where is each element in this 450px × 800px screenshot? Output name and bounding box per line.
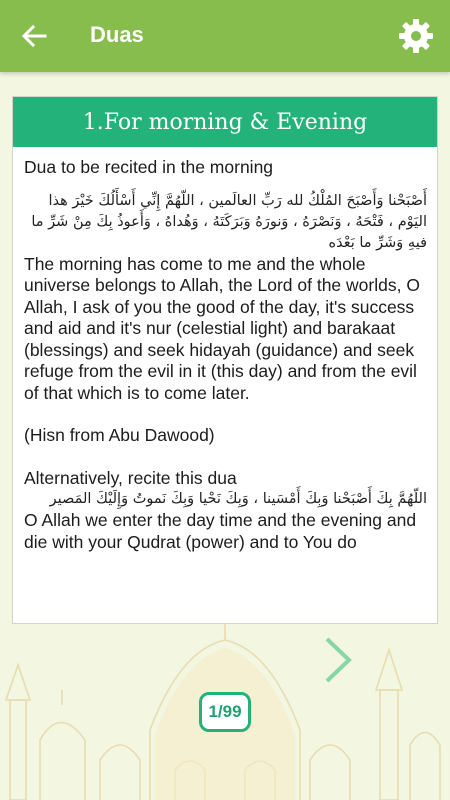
chevron-right-icon xyxy=(323,635,353,685)
gear-icon xyxy=(397,17,435,55)
arrow-left-icon xyxy=(21,25,47,47)
settings-button[interactable] xyxy=(396,14,436,58)
dua-title: 1.For morning & Evening xyxy=(13,97,437,147)
page-title: Duas xyxy=(90,22,144,47)
translation-text: The morning has come to me and the whole universe belongs to Allah, the Lord of the worlds, O Allah, I ask of you the good of the day, it's success and aid and it's nur (celestial light) and barakaat (blessings) and seek hidayah (guidance) and seek refuge from the evil in it (this day) and from the evil of that which is to come later. xyxy=(24,253,420,403)
back-button[interactable] xyxy=(14,16,54,56)
next-button[interactable] xyxy=(318,628,358,692)
dua-content xyxy=(13,147,437,553)
dua-intro: Dua to be recited in the morning xyxy=(24,157,274,177)
dua-card xyxy=(12,96,438,624)
translation-text-2: O Allah we enter the day time and the evening and die with your Qudrat (power) and to You do xyxy=(24,510,417,552)
arabic-dua-text-2: اللّهُمَّ بِكَ أَصْبَحْنا وَبِكَ أَمْسَينا ، وَبِكَ نَحْيا وَبِكَ نَموتُ وَإِلَيْكَ المَصير xyxy=(49,491,427,507)
page-counter: 1/99 xyxy=(199,692,251,732)
arabic-dua-text: أَصْبَحْنا وَأَصْبَحَ المُلْكُ لله رَبِّ العالَمين ، اللّهُمَّ إِنِّي أَسْأَلُكَ خَيْرَ هذا اليَوْم ، فَتْحَهُ ، وَنَصْرَهُ ، وَنورَهُ وَبَرَكَتَهُ ، وَهُداهُ ، وَأَعوذُ بِكَ مِنْ شَرِّ ما فيهِ وَشَرِّ ما بَعْدَه xyxy=(31,192,427,251)
app-bar xyxy=(0,0,450,72)
alternative-intro: Alternatively, recite this dua xyxy=(24,467,237,488)
reference-text: (Hisn from Abu Dawood) xyxy=(24,425,215,445)
